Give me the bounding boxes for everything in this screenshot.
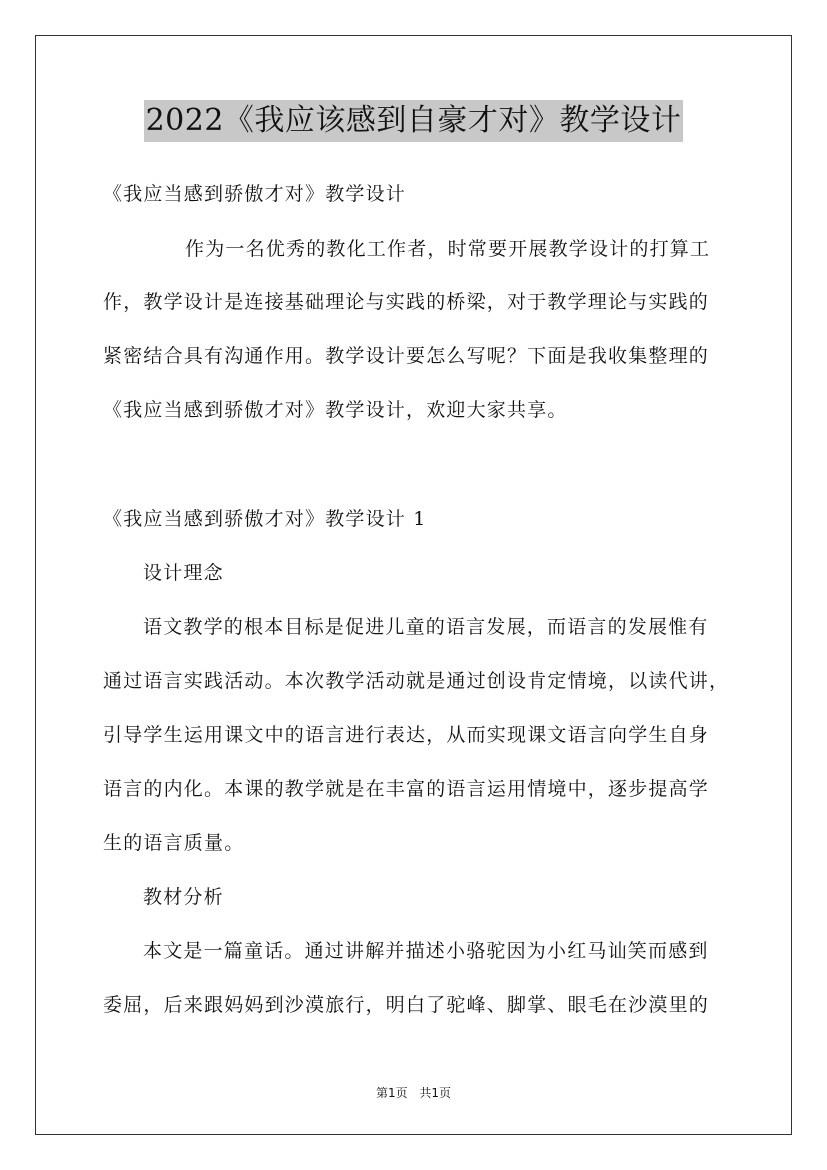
paragraph-line: 紧密结合具有沟通作用。教学设计要怎么写呢？下面是我收集整理的 <box>103 345 710 367</box>
section-heading: 《我应当感到骄傲才对》教学设计 1 <box>103 508 427 530</box>
subsection-heading: 设计理念 <box>143 562 224 584</box>
paragraph-line: 委屈，后来跟妈妈到沙漠旅行，明白了驼峰、脚掌、眼毛在沙漠里的 <box>103 994 710 1016</box>
paragraph-line: 引导学生运用课文中的语言进行表达，从而实现课文语言向学生自身 <box>103 724 710 746</box>
title-container <box>0 100 827 142</box>
paragraph-line: 作，教学设计是连接基础理论与实践的桥梁，对于教学理论与实践的 <box>103 291 710 313</box>
paragraph-line: 语文教学的根本目标是促进儿童的语言发展，而语言的发展惟有 <box>143 616 709 638</box>
subsection-heading: 教材分析 <box>143 886 224 908</box>
paragraph-line: 生的语言质量。 <box>103 832 245 854</box>
paragraph-line: 《我应当感到骄傲才对》教学设计，欢迎大家共享。 <box>103 399 568 421</box>
page-number: 第1页 <box>375 1086 408 1100</box>
paragraph-line: 本文是一篇童话。通过讲解并描述小骆驼因为小红马讪笑而感到 <box>143 940 709 962</box>
paragraph-line: 语言的内化。本课的教学就是在丰富的语言运用情境中，逐步提高学 <box>103 778 710 800</box>
document-title: 2022《我应该感到自豪才对》教学设计 <box>144 100 684 142</box>
paragraph-line: 作为一名优秀的教化工作者，时常要开展教学设计的打算工 <box>185 238 711 260</box>
paragraph-line: 通过语言实践活动。本次教学活动就是通过创设肯定情境，以读代讲， <box>103 670 730 692</box>
page-footer <box>0 1084 827 1101</box>
page-total: 共1页 <box>419 1086 452 1100</box>
subtitle-line: 《我应当感到骄傲才对》教学设计 <box>103 183 407 205</box>
